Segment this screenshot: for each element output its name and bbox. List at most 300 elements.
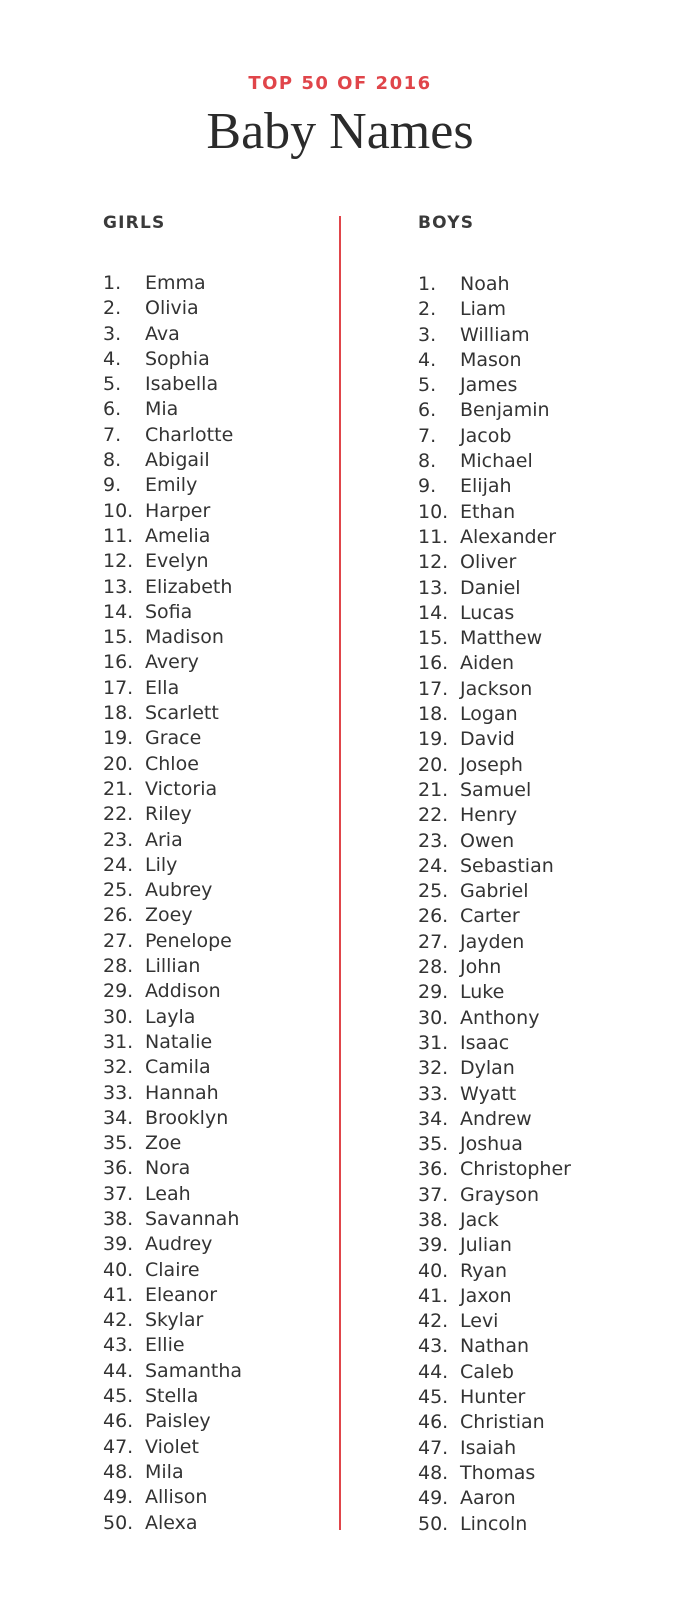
boys-list-item [418,272,571,297]
rank-number: 7. [103,423,122,446]
boys-list-item [418,373,571,398]
baby-name: Grace [145,727,202,750]
boys-list-item [418,904,571,929]
girls-list-item [103,499,242,524]
rank-number: 36. [103,1157,134,1180]
baby-name: Jacob [460,424,512,447]
rank-number: 24. [418,854,449,877]
rank-number: 50. [103,1511,134,1534]
girls-list-item [103,1409,242,1434]
baby-name: Eleanor [145,1283,218,1306]
rank-number: 27. [103,929,134,952]
girls-list-item [103,1030,242,1055]
baby-name: Savannah [145,1207,240,1230]
baby-name: Jayden [460,930,525,953]
rank-number: 13. [418,576,449,599]
baby-name: David [460,728,515,751]
girls-list-item [103,979,242,1004]
rank-number: 16. [103,651,134,674]
rank-number: 36. [418,1158,449,1181]
boys-list-item [418,500,571,525]
rank-number: 44. [418,1360,449,1383]
baby-name: Allison [145,1486,208,1509]
rank-number: 16. [418,652,449,675]
rank-number: 1. [418,273,437,295]
girls-list-item [103,1106,242,1131]
rank-number: 46. [103,1410,134,1433]
rank-number: 10. [418,500,449,523]
baby-name: Chloe [145,752,199,775]
girls-list-item [103,296,242,321]
rank-number: 37. [418,1183,449,1206]
rank-number: 4. [418,348,437,371]
rank-number: 43. [103,1334,134,1357]
baby-name: Jack [460,1208,499,1231]
rank-number: 2. [103,297,122,320]
baby-name: Sophia [145,347,210,370]
girls-list-item [103,473,242,498]
boys-list-item [418,651,571,676]
rank-number: 40. [103,1258,134,1281]
girls-list-item [103,726,242,751]
boys-list-item [418,1006,571,1031]
baby-name: Aria [145,828,183,851]
baby-name: Penelope [145,929,232,952]
baby-name: Mila [145,1460,184,1483]
baby-name: Lily [145,853,178,876]
baby-name: Lillian [145,955,201,978]
girls-list-item [103,322,242,347]
rank-number: 28. [103,955,134,978]
rank-number: 18. [103,702,134,725]
boys-list-item [418,626,571,651]
baby-name: Christopher [460,1158,571,1181]
baby-name: Charlotte [145,423,234,446]
girls-list-item [103,954,242,979]
rank-number: 14. [418,601,449,624]
rank-number: 20. [418,753,449,776]
baby-name: Audrey [145,1233,213,1256]
rank-number: 47. [418,1436,449,1459]
rank-number: 34. [418,1107,449,1130]
girls-list-item [103,1333,242,1358]
girls-list-item [103,1460,242,1485]
baby-name: Wyatt [460,1082,517,1105]
rank-number: 39. [103,1233,134,1256]
boys-list-item [418,1233,571,1258]
boys-list-item [418,525,571,550]
boys-list-item [418,601,571,626]
baby-name: Liam [460,298,507,321]
rank-number: 48. [103,1460,134,1483]
rank-number: 38. [418,1208,449,1231]
rank-number: 42. [103,1309,134,1332]
rank-number: 15. [103,626,134,649]
rank-number: 47. [103,1435,134,1458]
baby-name: Joseph [460,753,523,776]
girls-list-item [103,1232,242,1257]
rank-number: 8. [103,449,122,472]
boys-list-item [418,778,571,803]
baby-name: Avery [145,651,199,674]
baby-name: Andrew [460,1107,532,1130]
girls-list-item [103,1207,242,1232]
baby-name: Elijah [460,475,512,498]
rank-number: 30. [418,1006,449,1029]
girls-list-item [103,903,242,928]
boys-list-item [418,1107,571,1132]
baby-name: Zoe [145,1132,182,1155]
girls-list-item [103,625,242,650]
rank-number: 42. [418,1310,449,1333]
rank-number: 43. [418,1335,449,1358]
girls-list-item [103,600,242,625]
baby-name: Aubrey [145,879,213,902]
boys-list-item [418,702,571,727]
boys-list-item [418,1031,571,1056]
baby-name: Jaxon [460,1284,512,1307]
rank-number: 28. [418,956,449,979]
girls-heading: GIRLS [103,213,166,233]
girls-list-item [103,929,242,954]
rank-number: 39. [418,1234,449,1257]
rank-number: 41. [103,1283,134,1306]
girls-list-item [103,1131,242,1156]
boys-list-item [418,550,571,575]
baby-name: Evelyn [145,550,209,573]
rank-number: 2. [418,298,437,321]
baby-name: Dylan [460,1057,515,1080]
rank-number: 13. [103,575,134,598]
girls-list-item [103,650,242,675]
boys-list-item [418,424,571,449]
boys-list-item [418,1385,571,1410]
rank-number: 5. [418,374,437,397]
boys-name-list [418,272,571,1537]
baby-name: Aaron [460,1487,516,1510]
girls-list-item [103,1485,242,1510]
boys-list-item [418,1082,571,1107]
rank-number: 32. [103,1056,134,1079]
rank-number: 45. [418,1386,449,1409]
baby-name: Ava [145,322,180,345]
rank-number: 15. [418,627,449,650]
boys-list-item [418,727,571,752]
baby-name: Scarlett [145,702,219,725]
rank-number: 17. [418,677,449,700]
girls-list-item [103,423,242,448]
rank-number: 23. [103,828,134,851]
rank-number: 50. [418,1512,449,1535]
girls-list-item [103,1005,242,1030]
rank-number: 6. [418,399,437,422]
baby-name: Carter [460,905,520,928]
rank-number: 26. [418,905,449,928]
rank-number: 3. [418,323,437,346]
rank-number: 21. [103,777,134,800]
baby-name: Noah [460,273,510,295]
baby-name: Grayson [460,1183,539,1206]
baby-name: Emma [145,272,206,294]
boys-list-item [418,1157,571,1182]
baby-name: Mia [145,398,179,421]
boys-list-item [418,854,571,879]
rank-number: 33. [103,1081,134,1104]
rank-number: 11. [418,525,449,548]
baby-name: Levi [460,1310,499,1333]
boys-list-item [418,1512,571,1537]
baby-name: Oliver [460,551,517,574]
rank-number: 29. [103,980,134,1003]
baby-name: Amelia [145,524,211,547]
baby-name: Harper [145,499,211,522]
girls-list-item [103,1435,242,1460]
rank-number: 48. [418,1461,449,1484]
baby-name: Lincoln [460,1512,528,1535]
girls-list-item [103,878,242,903]
rank-number: 7. [418,424,437,447]
boys-list-item [418,1436,571,1461]
boys-list-item [418,980,571,1005]
girls-list-item [103,828,242,853]
rank-number: 19. [103,727,134,750]
rank-number: 44. [103,1359,134,1382]
girls-list-item [103,701,242,726]
baby-name: Jackson [460,677,533,700]
baby-name: Samantha [145,1359,243,1382]
girls-list-item [103,1156,242,1181]
boys-list-item [418,1284,571,1309]
boys-list-item [418,1183,571,1208]
rank-number: 5. [103,373,122,396]
rank-number: 25. [418,880,449,903]
baby-name: Claire [145,1258,200,1281]
rank-number: 18. [418,703,449,726]
baby-name: Anthony [460,1006,540,1029]
boys-list-item [418,576,571,601]
girls-list-item [103,1283,242,1308]
baby-name: Isaiah [460,1436,517,1459]
baby-name: Lucas [460,601,515,624]
boys-list-item [418,449,571,474]
rank-number: 32. [418,1057,449,1080]
baby-name: Ryan [460,1259,508,1282]
baby-name: Isabella [145,373,219,396]
baby-name: Zoey [145,904,193,927]
rank-number: 37. [103,1182,134,1205]
baby-name: John [460,956,502,979]
baby-name: Hunter [460,1386,526,1409]
rank-number: 33. [418,1082,449,1105]
rank-number: 9. [418,475,437,498]
baby-name: Sofia [145,600,193,623]
baby-name: Christian [460,1411,545,1434]
girls-list-item [103,676,242,701]
baby-name: Addison [145,980,221,1003]
rank-number: 4. [103,347,122,370]
baby-name: Daniel [460,576,521,599]
rank-number: 40. [418,1259,449,1282]
baby-name: Natalie [145,1030,213,1053]
rank-number: 6. [103,398,122,421]
baby-name: Ella [145,676,180,699]
column-divider [339,216,341,1530]
rank-number: 12. [103,550,134,573]
girls-list-item [103,1384,242,1409]
girls-list-item [103,1182,242,1207]
baby-name: Abigail [145,449,210,472]
rank-number: 23. [418,829,449,852]
baby-name: Gabriel [460,880,529,903]
baby-name: Hannah [145,1081,219,1104]
baby-name: Nathan [460,1335,530,1358]
girls-list-item [103,347,242,372]
baby-name: Logan [460,703,518,726]
boys-list-item [418,955,571,980]
boys-list-item [418,829,571,854]
girls-list-item [103,1055,242,1080]
boys-list-item [418,930,571,955]
rank-number: 14. [103,600,134,623]
baby-name: Benjamin [460,399,550,422]
girls-list-item [103,271,242,296]
baby-name: Sebastian [460,854,554,877]
rank-number: 22. [418,804,449,827]
girls-list-item [103,575,242,600]
baby-name: Violet [145,1435,199,1458]
boys-list-item [418,398,571,423]
boys-list-item [418,1309,571,1334]
rank-number: 21. [418,778,449,801]
page-kicker: TOP 50 OF 2016 [248,73,432,94]
boys-list-item [418,803,571,828]
baby-name: Brooklyn [145,1106,229,1129]
baby-name: Owen [460,829,515,852]
rank-number: 46. [418,1411,449,1434]
baby-name: William [460,323,530,346]
rank-number: 25. [103,879,134,902]
baby-name: Julian [460,1234,512,1257]
baby-name: Henry [460,804,518,827]
boys-list-item [418,474,571,499]
rank-number: 35. [418,1133,449,1156]
rank-number: 10. [103,499,134,522]
baby-name: Luke [460,981,505,1004]
rank-number: 49. [103,1486,134,1509]
boys-heading: BOYS [418,213,475,233]
baby-name: Ellie [145,1334,185,1357]
boys-list-item [418,323,571,348]
boys-list-item [418,1334,571,1359]
boys-list-item [418,1410,571,1435]
rank-number: 30. [103,1005,134,1028]
baby-name: Alexa [145,1511,198,1534]
rank-number: 3. [103,322,122,345]
girls-list-item [103,752,242,777]
baby-name: Leah [145,1182,191,1205]
girls-list-item [103,524,242,549]
baby-name: Nora [145,1157,191,1180]
baby-name: Caleb [460,1360,514,1383]
girls-list-item [103,802,242,827]
baby-name: Samuel [460,778,532,801]
girls-list-item [103,1359,242,1384]
girls-list-item [103,397,242,422]
boys-list-item [418,677,571,702]
baby-name: Elizabeth [145,575,233,598]
baby-name: Michael [460,450,533,473]
rank-number: 20. [103,752,134,775]
girls-name-list [103,271,242,1536]
boys-list-item [418,1208,571,1233]
rank-number: 17. [103,676,134,699]
boys-list-item [418,879,571,904]
rank-number: 45. [103,1385,134,1408]
rank-number: 24. [103,853,134,876]
rank-number: 38. [103,1207,134,1230]
girls-list-item [103,448,242,473]
boys-list-item [418,348,571,373]
boys-list-item [418,1461,571,1486]
boys-list-item [418,753,571,778]
baby-name: Matthew [460,627,543,650]
girls-list-item [103,1258,242,1283]
rank-number: 1. [103,272,122,294]
rank-number: 11. [103,524,134,547]
baby-name: Layla [145,1005,196,1028]
baby-name: Emily [145,474,198,497]
rank-number: 27. [418,930,449,953]
rank-number: 31. [418,1031,449,1054]
baby-name: Madison [145,626,224,649]
baby-name: Paisley [145,1410,211,1433]
rank-number: 22. [103,803,134,826]
baby-name: Stella [145,1385,199,1408]
baby-name: Joshua [460,1133,523,1156]
rank-number: 12. [418,551,449,574]
baby-name: Aiden [460,652,515,675]
page-title: Baby Names [206,103,474,160]
girls-list-item [103,1511,242,1536]
baby-name: Mason [460,348,522,371]
boys-list-item [418,1132,571,1157]
rank-number: 41. [418,1284,449,1307]
baby-name: Camila [145,1056,211,1079]
rank-number: 34. [103,1106,134,1129]
baby-name: Alexander [460,525,557,548]
girls-list-item [103,1308,242,1333]
girls-list-item [103,853,242,878]
baby-name: James [460,374,518,397]
girls-list-item [103,372,242,397]
rank-number: 35. [103,1132,134,1155]
baby-name: Isaac [460,1031,510,1054]
rank-number: 31. [103,1030,134,1053]
boys-list-item [418,297,571,322]
baby-name: Skylar [145,1309,204,1332]
boys-list-item [418,1486,571,1511]
rank-number: 9. [103,474,122,497]
rank-number: 49. [418,1487,449,1510]
baby-name: Thomas [460,1461,536,1484]
rank-number: 29. [418,981,449,1004]
boys-list-item [418,1360,571,1385]
boys-list-item [418,1056,571,1081]
rank-number: 19. [418,728,449,751]
rank-number: 8. [418,450,437,473]
girls-list-item [103,777,242,802]
girls-list-item [103,549,242,574]
